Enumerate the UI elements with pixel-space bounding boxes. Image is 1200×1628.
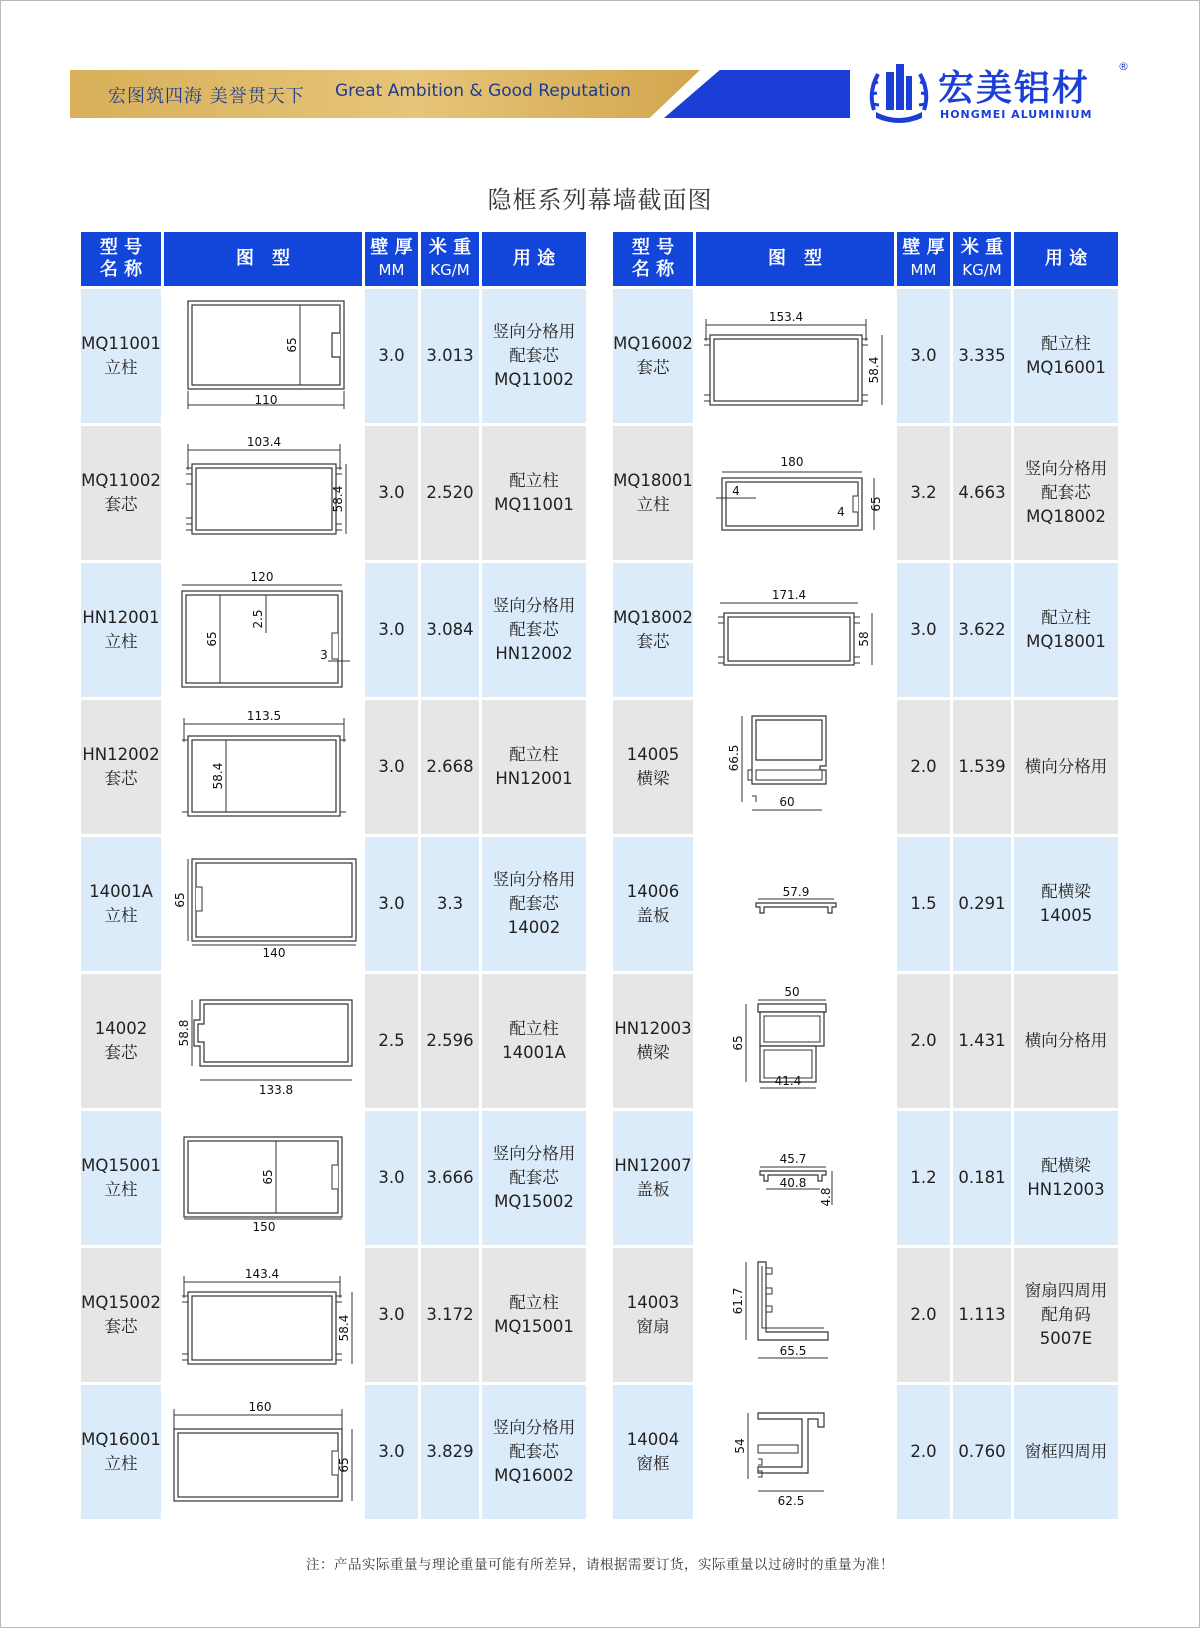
header-profile: 图 型	[164, 232, 362, 286]
dim-label: 4.8	[819, 1187, 833, 1207]
dim-label: 50	[784, 985, 800, 999]
footnote: 注：产品实际重量与理论重量可能有所差异，请根据需要订货，实际重量以过磅时的重量为准！	[306, 1557, 894, 1573]
dim-label: 180	[780, 455, 804, 469]
dim-label: 58.4	[337, 1314, 351, 1342]
table-row	[613, 1111, 1121, 1245]
registered-mark: ®	[1118, 60, 1129, 73]
dim-label: 66.5	[727, 744, 741, 772]
profile-drawing	[164, 700, 362, 834]
thickness-value: 3.2	[897, 426, 950, 560]
dim-label: 65	[173, 892, 187, 908]
usage-cell: 横向分格用	[1014, 974, 1118, 1108]
model-cell: MQ16001 立柱	[81, 1385, 161, 1519]
usage-cell: 配立柱 MQ16001	[1014, 289, 1118, 423]
usage-cell: 配横梁 HN12003	[1014, 1111, 1118, 1245]
weight-value: 2.596	[421, 974, 479, 1108]
profile-drawing	[696, 974, 894, 1108]
dim-label: 4	[732, 484, 740, 498]
model-cell: 14006 盖板	[613, 837, 693, 971]
logo-name-chinese: 宏美铝材	[938, 68, 1091, 109]
table-row	[81, 1248, 589, 1382]
thickness-value: 3.0	[897, 563, 950, 697]
table-row	[613, 563, 1121, 697]
dim-label: 41.4	[774, 1074, 802, 1088]
table-row	[613, 837, 1121, 971]
dim-label: 120	[250, 570, 274, 584]
header-thickness: 壁 厚 MM	[897, 232, 950, 286]
header-model: 型 号 名 称	[81, 232, 161, 286]
right-profile-table	[613, 232, 1121, 1522]
dim-label: 62.5	[777, 1494, 805, 1508]
table-row	[81, 1111, 589, 1245]
profile-drawing	[696, 1248, 894, 1382]
dim-label: 58.4	[331, 485, 345, 513]
thickness-value: 3.0	[365, 426, 418, 560]
dim-label: 65	[869, 496, 883, 512]
slogan-english: Great Ambition & Good Reputation	[335, 81, 631, 101]
dim-label: 171.4	[771, 588, 807, 602]
weight-value: 3.829	[421, 1385, 479, 1519]
profile-drawing	[696, 1385, 894, 1519]
table-row	[613, 1248, 1121, 1382]
dim-label: 58	[857, 631, 871, 647]
header-model: 型 号 名 称	[613, 232, 693, 286]
header-weight: 米 重 KG/M	[953, 232, 1011, 286]
weight-value: 3.622	[953, 563, 1011, 697]
weight-value: 3.335	[953, 289, 1011, 423]
thickness-value: 3.0	[365, 289, 418, 423]
usage-cell: 竖向分格用 配套芯 MQ18002	[1014, 426, 1118, 560]
table-row	[613, 700, 1121, 834]
table-row	[613, 974, 1121, 1108]
dim-label: 58.4	[867, 356, 881, 384]
usage-cell: 配立柱 MQ15001	[482, 1248, 586, 1382]
dim-label: 153.4	[768, 310, 804, 324]
dim-label: 103.4	[246, 435, 282, 449]
usage-cell: 竖向分格用 配套芯 MQ11002	[482, 289, 586, 423]
profile-drawing	[696, 700, 894, 834]
profile-drawing	[164, 1385, 362, 1519]
thickness-value: 2.0	[897, 974, 950, 1108]
left-profile-table	[81, 232, 589, 1522]
dim-label: 4	[837, 505, 845, 519]
dim-label: 65	[731, 1035, 745, 1051]
dim-label: 2.5	[251, 609, 265, 629]
model-cell: HN12007 盖板	[613, 1111, 693, 1245]
thickness-value: 3.0	[365, 1248, 418, 1382]
weight-value: 1.539	[953, 700, 1011, 834]
usage-cell: 竖向分格用 配套芯 HN12002	[482, 563, 586, 697]
weight-value: 2.668	[421, 700, 479, 834]
table-row	[81, 289, 589, 423]
weight-value: 0.760	[953, 1385, 1011, 1519]
model-cell: MQ18002 套芯	[613, 563, 693, 697]
model-cell: MQ18001 立柱	[613, 426, 693, 560]
logo-name-english: HONGMEI ALUMINIUM	[940, 108, 1093, 121]
dim-label: 65	[261, 1169, 275, 1185]
weight-value: 3.013	[421, 289, 479, 423]
table-row	[81, 837, 589, 971]
model-cell: HN12003 横梁	[613, 974, 693, 1108]
model-cell: 14005 横梁	[613, 700, 693, 834]
model-cell: MQ15001 立柱	[81, 1111, 161, 1245]
weight-value: 1.113	[953, 1248, 1011, 1382]
model-cell: HN12001 立柱	[81, 563, 161, 697]
dim-label: 54	[733, 1438, 747, 1454]
thickness-value: 3.0	[897, 289, 950, 423]
table-row	[613, 1385, 1121, 1519]
header-weight: 米 重 KG/M	[421, 232, 479, 286]
profile-drawing	[164, 1111, 362, 1245]
dim-label: 143.4	[244, 1267, 280, 1281]
usage-cell: 配立柱 14001A	[482, 974, 586, 1108]
dim-label: 58.8	[177, 1019, 191, 1047]
profile-drawing	[164, 1248, 362, 1382]
weight-value: 3.3	[421, 837, 479, 971]
profile-drawing	[164, 426, 362, 560]
table-row	[81, 563, 589, 697]
dim-label: 110	[254, 393, 278, 407]
header-profile: 图 型	[696, 232, 894, 286]
usage-cell: 配立柱 HN12001	[482, 700, 586, 834]
model-cell: MQ11001 立柱	[81, 289, 161, 423]
header-thickness: 壁 厚 MM	[365, 232, 418, 286]
dim-label: 65	[285, 337, 299, 353]
usage-cell: 横向分格用	[1014, 700, 1118, 834]
usage-cell: 配立柱 MQ11001	[482, 426, 586, 560]
model-cell: MQ16002 套芯	[613, 289, 693, 423]
usage-cell: 竖向分格用 配套芯 MQ16002	[482, 1385, 586, 1519]
page-title: 隐框系列幕墙截面图	[487, 186, 713, 214]
profile-drawing	[164, 837, 362, 971]
model-cell: 14003 窗扇	[613, 1248, 693, 1382]
table-header	[81, 232, 589, 286]
company-logo	[866, 58, 1136, 130]
weight-value: 3.172	[421, 1248, 479, 1382]
profile-drawing	[164, 563, 362, 697]
thickness-value: 2.0	[897, 1248, 950, 1382]
profile-drawing	[164, 974, 362, 1108]
weight-value: 3.666	[421, 1111, 479, 1245]
profile-drawing	[696, 426, 894, 560]
dim-label: 140	[262, 946, 286, 960]
thickness-value: 3.0	[365, 1111, 418, 1245]
thickness-value: 3.0	[365, 563, 418, 697]
usage-cell: 窗扇四周用 配角码 5007E	[1014, 1248, 1118, 1382]
table-header	[613, 232, 1121, 286]
table-row	[613, 426, 1121, 560]
dim-label: 113.5	[246, 709, 282, 723]
table-row	[81, 426, 589, 560]
usage-cell: 竖向分格用 配套芯 14002	[482, 837, 586, 971]
model-cell: 14004 窗框	[613, 1385, 693, 1519]
profile-drawing	[696, 289, 894, 423]
usage-cell: 配横梁 14005	[1014, 837, 1118, 971]
dim-label: 45.7	[779, 1152, 807, 1166]
profile-drawing	[696, 1111, 894, 1245]
weight-value: 0.181	[953, 1111, 1011, 1245]
table-row	[81, 700, 589, 834]
thickness-value: 3.0	[365, 837, 418, 971]
profile-drawing	[696, 563, 894, 697]
thickness-value: 3.0	[365, 1385, 418, 1519]
usage-cell: 竖向分格用 配套芯 MQ15002	[482, 1111, 586, 1245]
dim-label: 58.4	[211, 762, 225, 790]
dim-label: 65.5	[779, 1344, 807, 1358]
header-usage: 用 途	[1014, 232, 1118, 286]
weight-value: 3.084	[421, 563, 479, 697]
model-cell: MQ15002 套芯	[81, 1248, 161, 1382]
dim-label: 133.8	[258, 1083, 294, 1097]
weight-value: 2.520	[421, 426, 479, 560]
dim-label: 60	[779, 795, 795, 809]
header-usage: 用 途	[482, 232, 586, 286]
thickness-value: 2.5	[365, 974, 418, 1108]
slogan-chinese: 宏图筑四海 美誉贯天下	[108, 86, 305, 107]
table-row	[613, 289, 1121, 423]
profile-drawing	[696, 837, 894, 971]
thickness-value: 1.2	[897, 1111, 950, 1245]
weight-value: 4.663	[953, 426, 1011, 560]
thickness-value: 2.0	[897, 700, 950, 834]
table-row	[81, 974, 589, 1108]
dim-label: 40.8	[779, 1176, 807, 1190]
dim-label: 150	[252, 1220, 276, 1234]
dim-label: 65	[205, 631, 219, 647]
thickness-value: 3.0	[365, 700, 418, 834]
usage-cell: 窗框四周用	[1014, 1385, 1118, 1519]
model-cell: 14001A 立柱	[81, 837, 161, 971]
weight-value: 1.431	[953, 974, 1011, 1108]
profile-drawing	[164, 289, 362, 423]
building-laurel-icon	[866, 60, 932, 126]
thickness-value: 2.0	[897, 1385, 950, 1519]
table-row	[81, 1385, 589, 1519]
dim-label: 160	[248, 1400, 272, 1414]
dim-label: 57.9	[782, 885, 810, 899]
dim-label: 61.7	[731, 1287, 745, 1315]
model-cell: HN12002 套芯	[81, 700, 161, 834]
dim-label: 65	[337, 1457, 351, 1473]
model-cell: MQ11002 套芯	[81, 426, 161, 560]
usage-cell: 配立柱 MQ18001	[1014, 563, 1118, 697]
weight-value: 0.291	[953, 837, 1011, 971]
thickness-value: 1.5	[897, 837, 950, 971]
dim-label: 3	[320, 648, 328, 662]
model-cell: 14002 套芯	[81, 974, 161, 1108]
